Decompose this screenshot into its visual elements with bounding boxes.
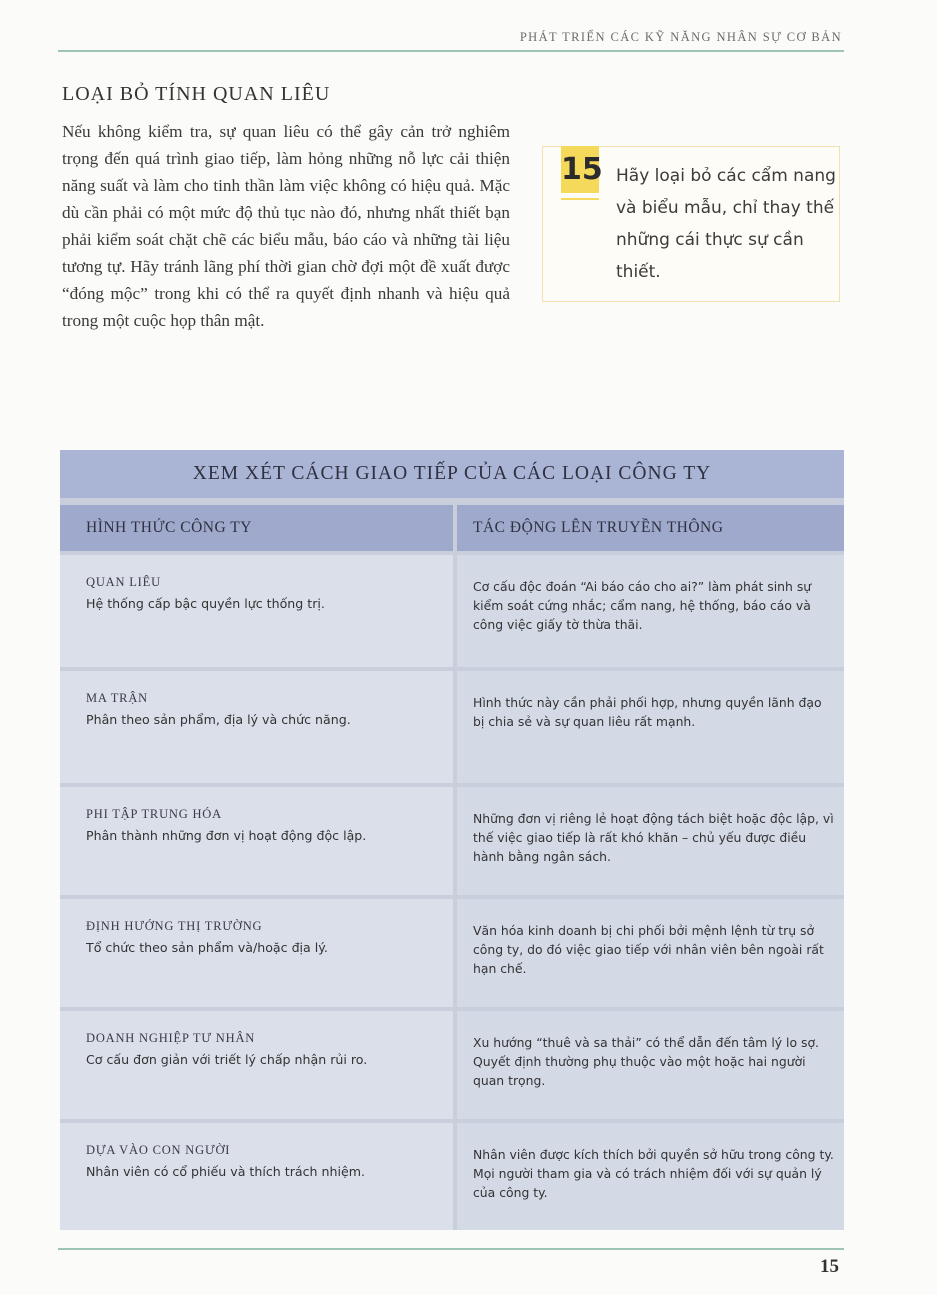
company-type-title: ĐỊNH HƯỚNG THỊ TRƯỜNG bbox=[86, 919, 263, 933]
company-type-description: Hệ thống cấp bậc quyền lực thống trị. bbox=[86, 596, 325, 611]
table-row bbox=[60, 671, 844, 783]
company-type-cell bbox=[60, 899, 453, 1007]
impact-cell bbox=[457, 899, 844, 1007]
company-type-cell bbox=[60, 555, 453, 667]
intro-paragraph: Nếu không kiểm tra, sự quan liêu có thể gây cản trở nghiêm trọng đến quá trình giao tiếp, làm hỏng những nỗ lực cải thiện năng suất và làm cho tinh thần làm việc không có hiệu quả. Mặc dù cần phải có một mức độ thủ tục nào đó, nhưng nhất thiết bạn phải kiểm soát chặt chẽ các biểu mẫu, báo cáo và những tài liệu tương tự. Hãy tránh lãng phí thời gian chờ đợi một đề xuất được “đóng mộc” trong khi có thể ra quyết định nhanh và hiệu quả trong một cuộc họp thân mật. bbox=[62, 122, 510, 330]
tip-number-badge: 15 bbox=[561, 146, 599, 193]
company-type-cell bbox=[60, 671, 453, 783]
impact-cell bbox=[457, 1123, 844, 1230]
impact-cell bbox=[457, 787, 844, 895]
column-header-company-type: HÌNH THỨC CÔNG TY bbox=[60, 505, 453, 551]
table-row bbox=[60, 899, 844, 1007]
tip-badge-underline bbox=[561, 198, 599, 200]
company-type-description: Phân thành những đơn vị hoạt động độc lập. bbox=[86, 828, 367, 843]
company-type-cell bbox=[60, 787, 453, 895]
table-row bbox=[60, 1011, 844, 1119]
impact-text: Những đơn vị riêng lẻ hoạt động tách biệt hoặc độc lập, vì thế việc giao tiếp là rất khó khăn – chủ yếu được điều hành bằng ngân sách. bbox=[473, 811, 834, 864]
footer-rule bbox=[58, 1248, 844, 1250]
impact-text: Hình thức này cần phải phối hợp, nhưng quyền lãnh đạo bị chia sẻ và sự quan liêu rất mạnh. bbox=[473, 695, 822, 729]
company-type-title: DOANH NGHIỆP TƯ NHÂN bbox=[86, 1031, 256, 1045]
impact-text: Văn hóa kinh doanh bị chi phối bởi mệnh lệnh từ trụ sở công ty, do đó việc giao tiếp với nhân viên bên ngoài rất hạn chế. bbox=[473, 923, 824, 976]
company-type-cell bbox=[60, 1011, 453, 1119]
impact-text: Nhân viên được kích thích bởi quyền sở hữu trong công ty. Mọi người tham gia và có trách nhiệm đối với sự quản lý của công ty. bbox=[473, 1147, 834, 1200]
table-row bbox=[60, 787, 844, 895]
company-type-title: DỰA VÀO CON NGƯỜI bbox=[86, 1143, 231, 1157]
impact-text: Xu hướng “thuê và sa thải” có thể dẫn đến tâm lý lo sợ. Quyết định thường phụ thuộc vào một hoặc hai người quan trọng. bbox=[473, 1035, 819, 1088]
company-type-description: Phân theo sản phẩm, địa lý và chức năng. bbox=[86, 712, 351, 727]
header-rule bbox=[58, 50, 844, 52]
table-title: XEM XÉT CÁCH GIAO TIẾP CỦA CÁC LOẠI CÔNG TY bbox=[60, 450, 844, 498]
impact-cell bbox=[457, 1011, 844, 1119]
company-type-title: PHI TẬP TRUNG HÓA bbox=[86, 807, 222, 821]
company-type-title: QUAN LIÊU bbox=[86, 575, 161, 589]
impact-cell bbox=[457, 671, 844, 783]
table-row bbox=[60, 1123, 844, 1230]
company-type-cell bbox=[60, 1123, 453, 1230]
company-type-description: Cơ cấu đơn giản với triết lý chấp nhận rủi ro. bbox=[86, 1052, 368, 1067]
company-type-title: MA TRẬN bbox=[86, 691, 148, 705]
page-number: 15 bbox=[820, 1256, 839, 1277]
section-title: LOẠI BỎ TÍNH QUAN LIÊU bbox=[62, 83, 331, 105]
impact-text: Cơ cấu độc đoán “Ai báo cáo cho ai?” làm phát sinh sự kiểm soát cứng nhắc; cẩm nang, hệ thống, báo cáo và công việc giấy tờ thừa thãi. bbox=[473, 579, 812, 632]
tip-text: Hãy loại bỏ các cẩm nang và biểu mẫu, chỉ thay thế những cái thực sự cần thiết. bbox=[616, 166, 836, 282]
impact-cell bbox=[457, 555, 844, 667]
table-row bbox=[60, 555, 844, 667]
company-type-description: Nhân viên có cổ phiếu và thích trách nhiệm. bbox=[86, 1164, 365, 1179]
company-type-description: Tổ chức theo sản phẩm và/hoặc địa lý. bbox=[86, 940, 328, 955]
column-header-communication-impact: TÁC ĐỘNG LÊN TRUYỀN THÔNG bbox=[457, 505, 844, 551]
running-head: PHÁT TRIỂN CÁC KỸ NĂNG NHÂN SỰ CƠ BẢN bbox=[519, 30, 842, 44]
